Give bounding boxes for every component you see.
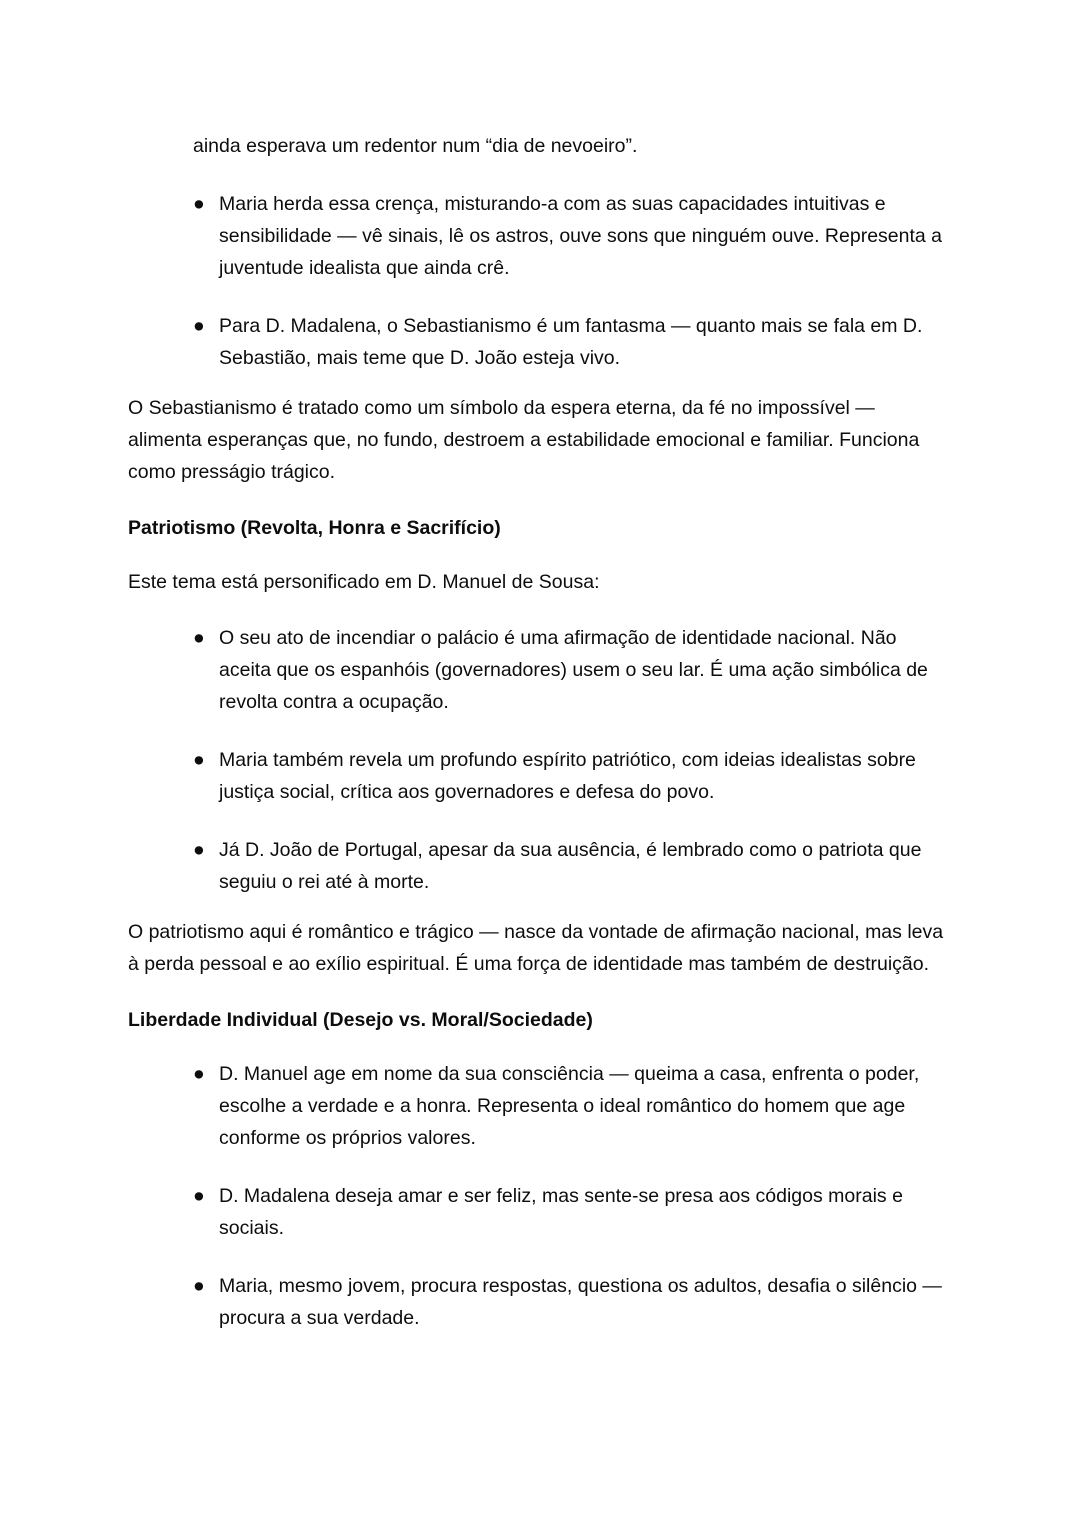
list-item-text: Maria herda essa crença, misturando-a com as suas capacidades intuitivas e sensibilidade — vê sinais, lê os astros, ouve sons que ninguém ouve. Representa a juventude idealista que ainda crê. [219, 193, 943, 279]
list-item-text: Para D. Madalena, o Sebastianismo é um fantasma — quanto mais se fala em D. Sebastião, mais teme que D. João esteja vivo. [219, 315, 923, 369]
heading-patriotismo: Patriotismo (Revolta, Honra e Sacrifício) [128, 517, 501, 539]
bullet-icon: ● [193, 315, 205, 337]
list-item [193, 310, 952, 374]
bullet-icon: ● [193, 749, 205, 771]
patriotismo-summary-paragraph: O patriotismo aqui é romântico e trágico — nasce da vontade de afirmação nacional, mas leva à perda pessoal e ao exílio espiritual. É uma força de identidade mas também de destruição. [128, 921, 944, 975]
list-item-text: Maria, mesmo jovem, procura respostas, questiona os adultos, desafia o silêncio — procura a sua verdade. [219, 1275, 942, 1329]
list-item-text: D. Manuel age em nome da sua consciência — queima a casa, enfrenta o poder, escolhe a verdade e a honra. Representa o ideal romântico do homem que age conforme os próprios valores. [219, 1063, 920, 1149]
bullet-icon: ● [193, 627, 205, 649]
patriotismo-bullet-list [128, 622, 952, 898]
liberdade-bullet-list [128, 1058, 952, 1334]
bullet-icon: ● [193, 839, 205, 861]
bullet-icon: ● [193, 1063, 205, 1085]
bullet-icon: ● [193, 1275, 205, 1297]
heading-liberdade-individual: Liberdade Individual (Desejo vs. Moral/Sociedade) [128, 1009, 593, 1031]
list-item-text: O seu ato de incendiar o palácio é uma afirmação de identidade nacional. Não aceita que os espanhóis (governadores) usem o seu lar. É uma ação simbólica de revolta contra a ocupação. [219, 627, 928, 713]
list-item [193, 1180, 952, 1244]
patriotismo-lead-in: Este tema está personificado em D. Manuel de Sousa: [128, 571, 600, 593]
document-body [128, 130, 952, 1334]
list-item-text: Já D. João de Portugal, apesar da sua ausência, é lembrado como o patriota que seguiu o rei até à morte. [219, 839, 922, 893]
list-item [193, 1058, 952, 1154]
continuation-line: ainda esperava um redentor num “dia de nevoeiro”. [193, 135, 638, 157]
list-item [193, 622, 952, 718]
sebastianismo-bullet-list [128, 188, 952, 374]
bullet-icon: ● [193, 193, 205, 215]
list-item [193, 834, 952, 898]
list-item [193, 744, 952, 808]
list-item [193, 188, 952, 284]
list-item [193, 1270, 952, 1334]
list-item-text: D. Madalena deseja amar e ser feliz, mas sente-se presa aos códigos morais e sociais. [219, 1185, 903, 1239]
list-item-text: Maria também revela um profundo espírito patriótico, com ideias idealistas sobre justiça social, crítica aos governadores e defesa do povo. [219, 749, 916, 803]
bullet-icon: ● [193, 1185, 205, 1207]
sebastianismo-summary-paragraph: O Sebastianismo é tratado como um símbolo da espera eterna, da fé no impossível — alimenta esperanças que, no fundo, destroem a estabilidade emocional e familiar. Funciona como presságio trágico. [128, 397, 920, 483]
